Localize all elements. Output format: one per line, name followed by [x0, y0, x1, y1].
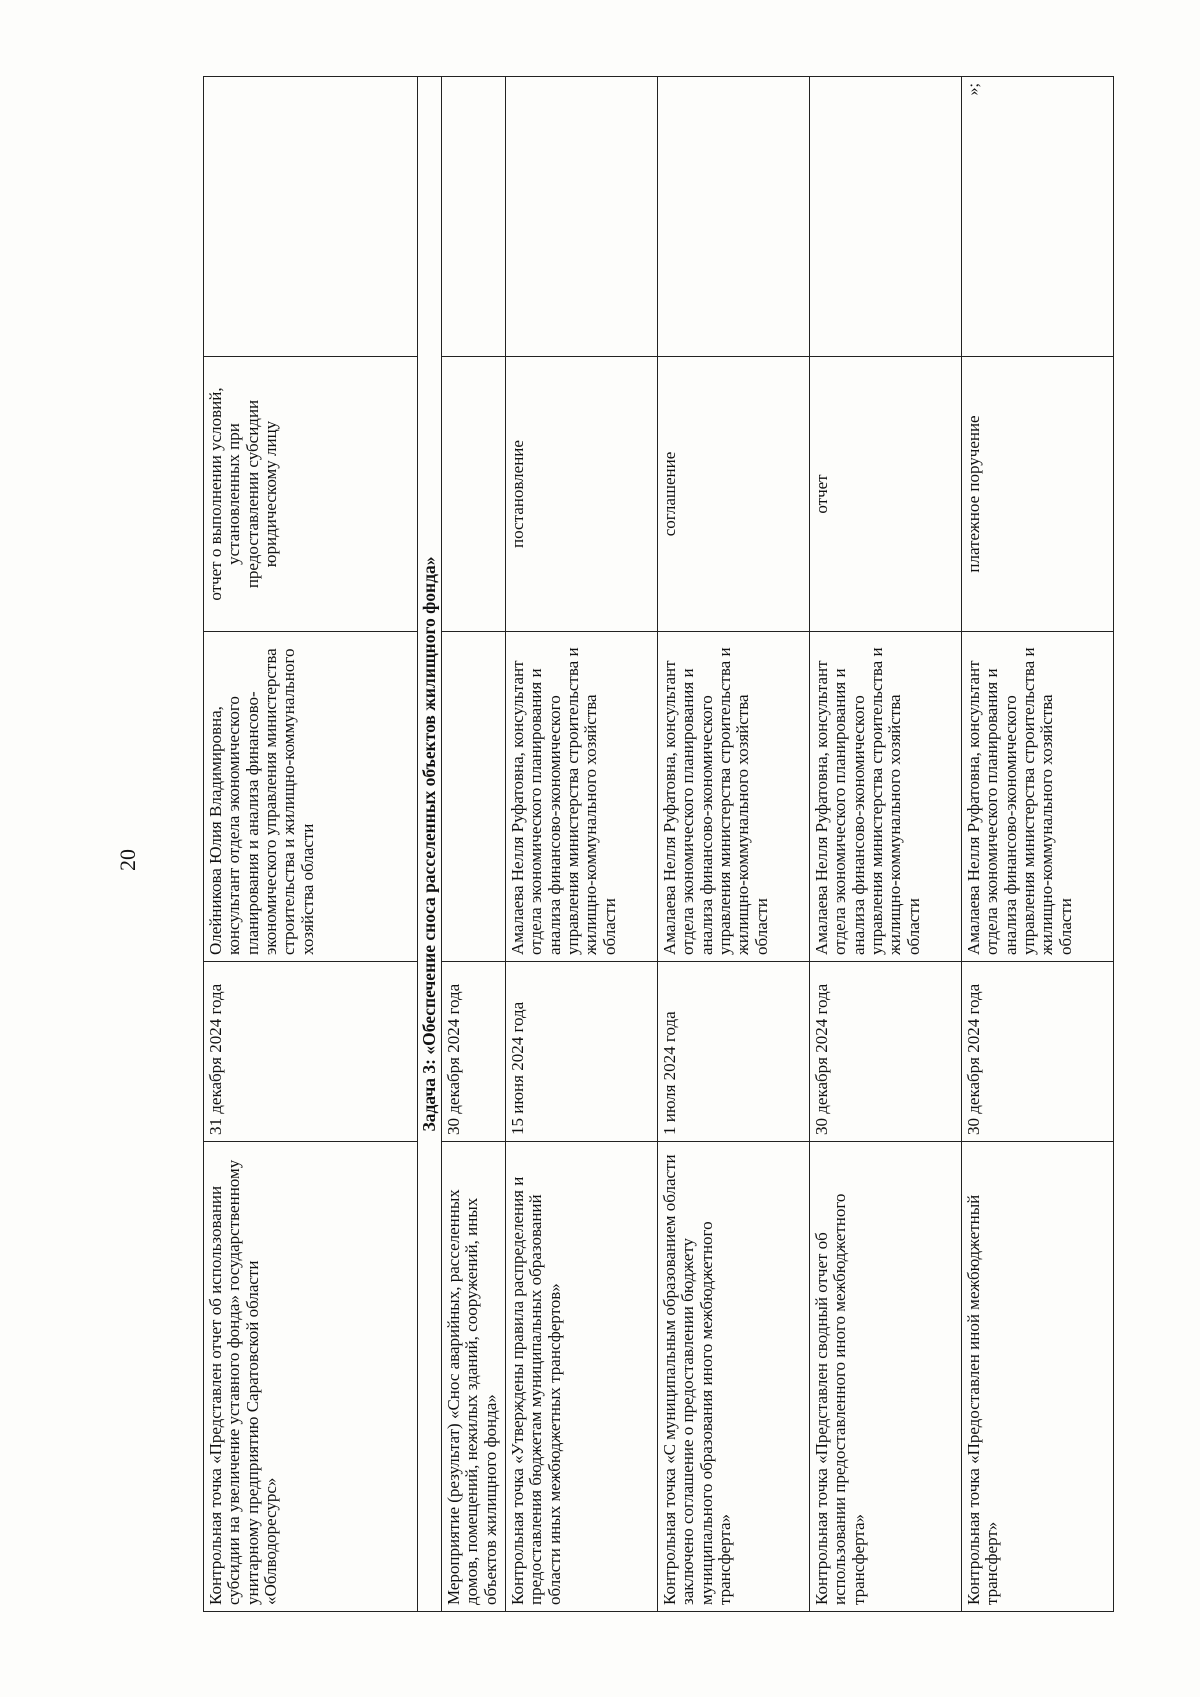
table-row: [810, 77, 962, 1612]
document-cell: отчет: [810, 357, 962, 632]
date-cell: 1 июля 2024 года: [658, 962, 810, 1142]
date-cell: 30 декабря 2024 года: [442, 962, 506, 1142]
task-header-row: [418, 77, 442, 1612]
table-row: [506, 77, 658, 1612]
item-cell: Контрольная точка «Утверждены правила распределения и предоставления бюджетам муниципальных образований области иных межбюджетных трансфертов»: [506, 1142, 658, 1612]
date-cell: 30 декабря 2024 года: [962, 962, 1114, 1142]
item-cell: Контрольная точка «С муниципальным образованием области заключено соглашение о предоставлении бюджету муниципального образования иного межбюджетного трансферта»: [658, 1142, 810, 1612]
responsible-cell: Олейникова Юлия Владимировна, консультант отдела экономического планирования и анализа финансово-экономического управления министерства строительства и жилищно-коммунального хозяйства области: [204, 632, 418, 962]
note-cell: [204, 77, 418, 357]
note-cell: [810, 77, 962, 357]
table-row: [442, 77, 506, 1612]
table-row: [658, 77, 810, 1612]
page-number: 20: [115, 849, 140, 871]
date-cell: 15 июня 2024 года: [506, 962, 658, 1142]
responsible-cell: Амалаева Нелля Руфатовна, консультант отдела экономического планирования и анализа финансово-экономического управления министерства строительства и жилищно-коммунального хозяйства области: [658, 632, 810, 962]
responsible-cell: [442, 632, 506, 962]
item-cell: Контрольная точка «Представлен сводный отчет об использовании предоставленного иного межбюджетного трансферта»: [810, 1142, 962, 1612]
note-cell: [962, 77, 1114, 357]
closing-quote-mark: »;: [965, 83, 982, 96]
document-cell: отчет о выполнении условий, установленных при предоставлении субсидии юридическому лицу: [204, 357, 418, 632]
date-cell: 31 декабря 2024 года: [204, 962, 418, 1142]
note-cell: [442, 77, 506, 357]
document-cell: соглашение: [658, 357, 810, 632]
document-cell: постановление: [506, 357, 658, 632]
task-title: Задача 3: «Обеспечение сноса расселенных объектов жилищного фонда»: [418, 77, 442, 1612]
responsible-cell: Амалаева Нелля Руфатовна, консультант отдела экономического планирования и анализа финансово-экономического управления министерства строительства и жилищно-коммунального хозяйства области: [506, 632, 658, 962]
table-row: [204, 77, 418, 1612]
table-row: [962, 77, 1114, 1612]
plan-table-rotated: [203, 77, 1075, 1612]
item-cell: Контрольная точка «Предоставлен иной межбюджетный трансферт»: [962, 1142, 1114, 1612]
plan-table: [203, 76, 1114, 1612]
note-cell: [658, 77, 810, 357]
responsible-cell: Амалаева Нелля Руфатовна, консультант отдела экономического планирования и анализа финансово-экономического управления министерства строительства и жилищно-коммунального хозяйства области: [810, 632, 962, 962]
document-cell: [442, 357, 506, 632]
document-cell: платежное поручение: [962, 357, 1114, 632]
item-cell: Контрольная точка «Представлен отчет об использовании субсидии на увеличение уставного фонда» государственному унитарному предприятию Саратовской области «Облводоресурс»: [204, 1142, 418, 1612]
responsible-cell: Амалаева Нелля Руфатовна, консультант отдела экономического планирования и анализа финансово-экономического управления министерства строительства и жилищно-коммунального хозяйства области: [962, 632, 1114, 962]
note-cell: [506, 77, 658, 357]
item-cell: Мероприятие (результат) «Снос аварийных, расселенных домов, помещений, нежилых зданий, сооружений, иных объектов жилищного фонда»: [442, 1142, 506, 1612]
date-cell: 30 декабря 2024 года: [810, 962, 962, 1142]
